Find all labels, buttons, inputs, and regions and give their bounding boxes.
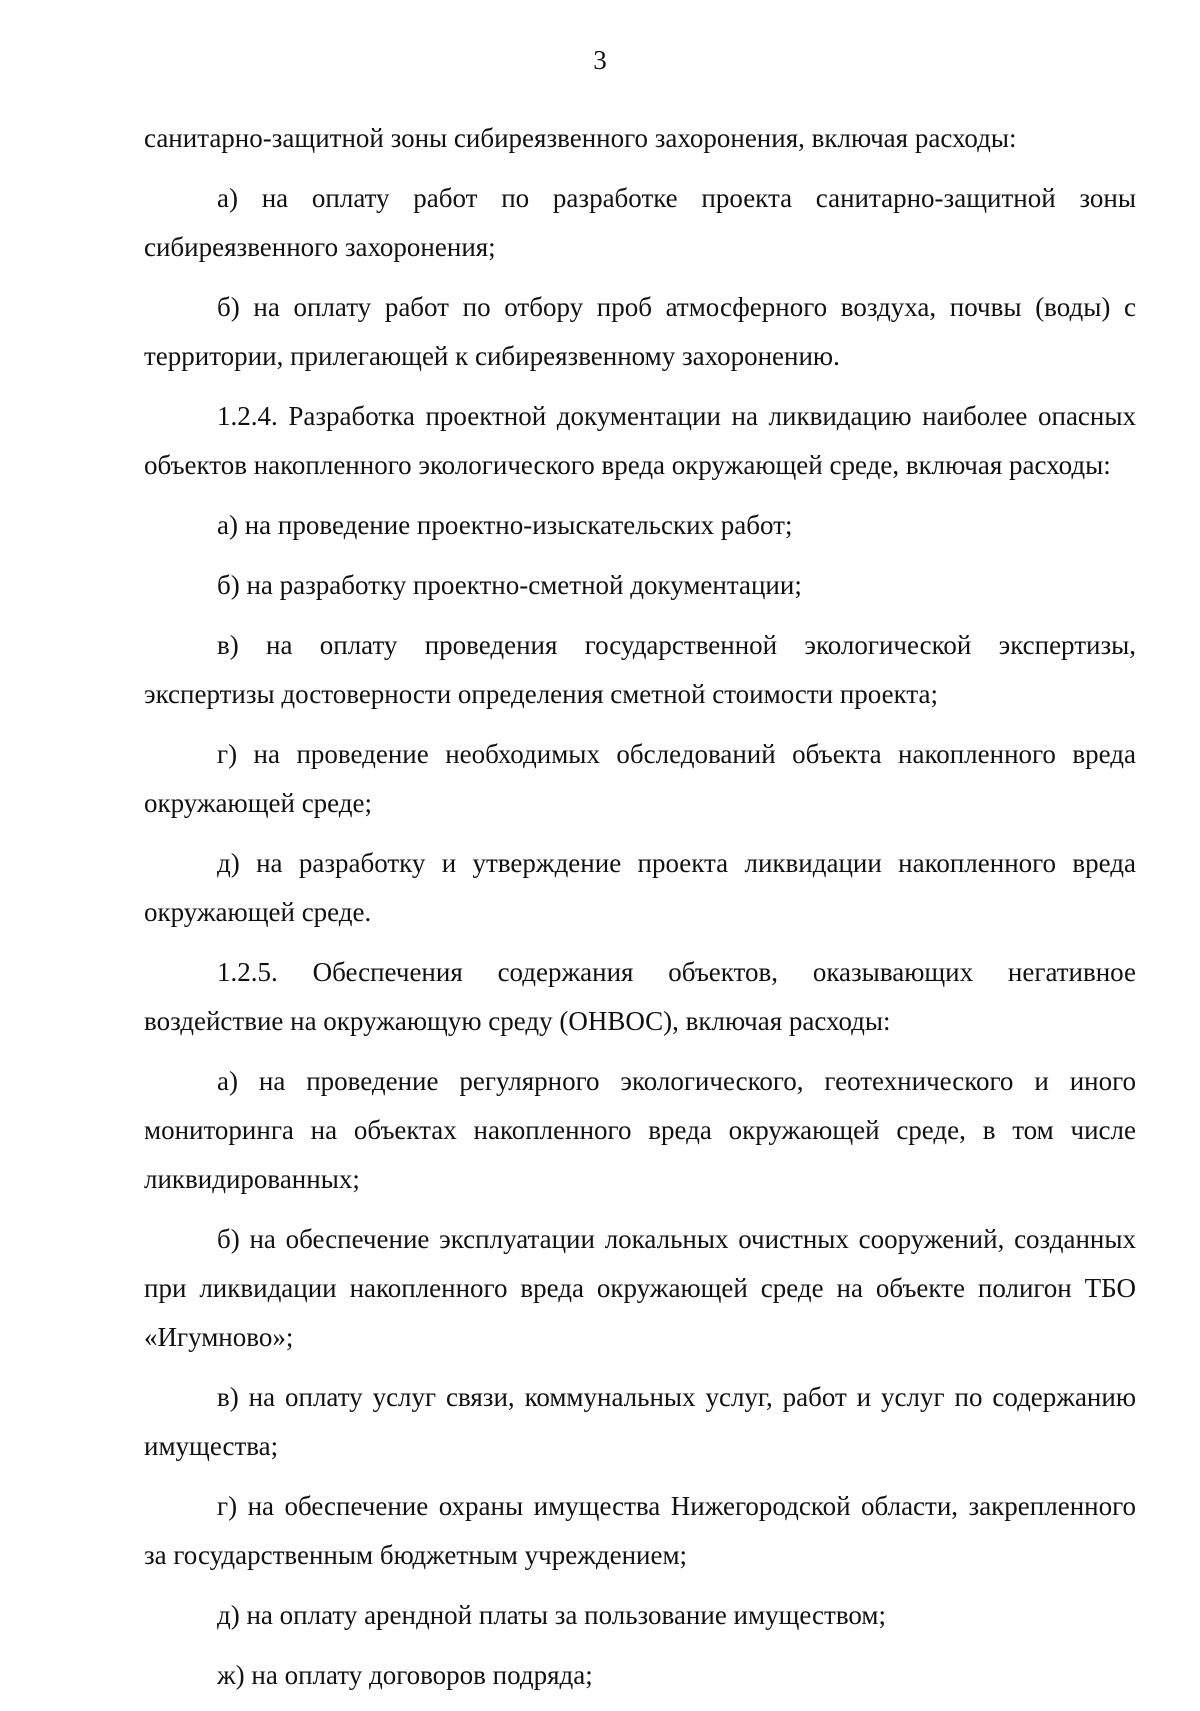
paragraph-2: а) на оплату работ по разработке проекта санитарно-защитной зоны сибиреязвенного захоронения; [144,183,1136,262]
paragraph-14: г) на обеспечение охраны имущества Нижегородской области, закрепленного за государственным бюджетным учреждением; [144,1491,1136,1570]
paragraph-1: санитарно-защитной зоны сибиреязвенного захоронения, включая расходы: [144,123,1017,153]
paragraph-6: б) на разработку проектно-сметной документации; [217,570,802,600]
paragraph-10: 1.2.5. Обеспечения содержания объектов, оказывающих негативное воздействие на окружающую среду (ОНВОС), включая расходы: [144,957,1136,1036]
paragraph-4: 1.2.4. Разработка проектной документации на ликвидацию наиболее опасных объектов накопленного экологического вреда окружающей среде, включая расходы: [144,401,1136,480]
paragraph-13: в) на оплату услуг связи, коммунальных услуг, работ и услуг по содержанию имущества; [144,1382,1136,1461]
paragraph-7: в) на оплату проведения государственной экологической экспертизы, экспертизы достоверности определения сметной стоимости проекта; [144,630,1136,709]
paragraph-9: д) на разработку и утверждение проекта ликвидации накопленного вреда окружающей среде. [144,848,1136,927]
page-number: 3 [593,45,607,75]
paragraph-11: а) на проведение регулярного экологического, геотехнического и иного мониторинга на объектах накопленного вреда окружающей среде, в том числе ликвидированных; [144,1066,1136,1194]
paragraph-8: г) на проведение необходимых обследований объекта накопленного вреда окружающей среде; [144,739,1136,818]
paragraph-15: д) на оплату арендной платы за пользование имуществом; [217,1600,886,1630]
paragraph-12: б) на обеспечение эксплуатации локальных очистных сооружений, созданных при ликвидации накопленного вреда окружающей среде на объекте полигон ТБО «Игумново»; [144,1224,1136,1352]
paragraph-3: б) на оплату работ по отбору проб атмосферного воздуха, почвы (воды) с территории, прилегающей к сибиреязвенному захоронению. [144,292,1136,371]
paragraph-16: ж) на оплату договоров подряда; [217,1660,593,1690]
paragraph-5: а) на проведение проектно-изыскательских работ; [217,510,793,540]
document-body [144,114,1136,1711]
